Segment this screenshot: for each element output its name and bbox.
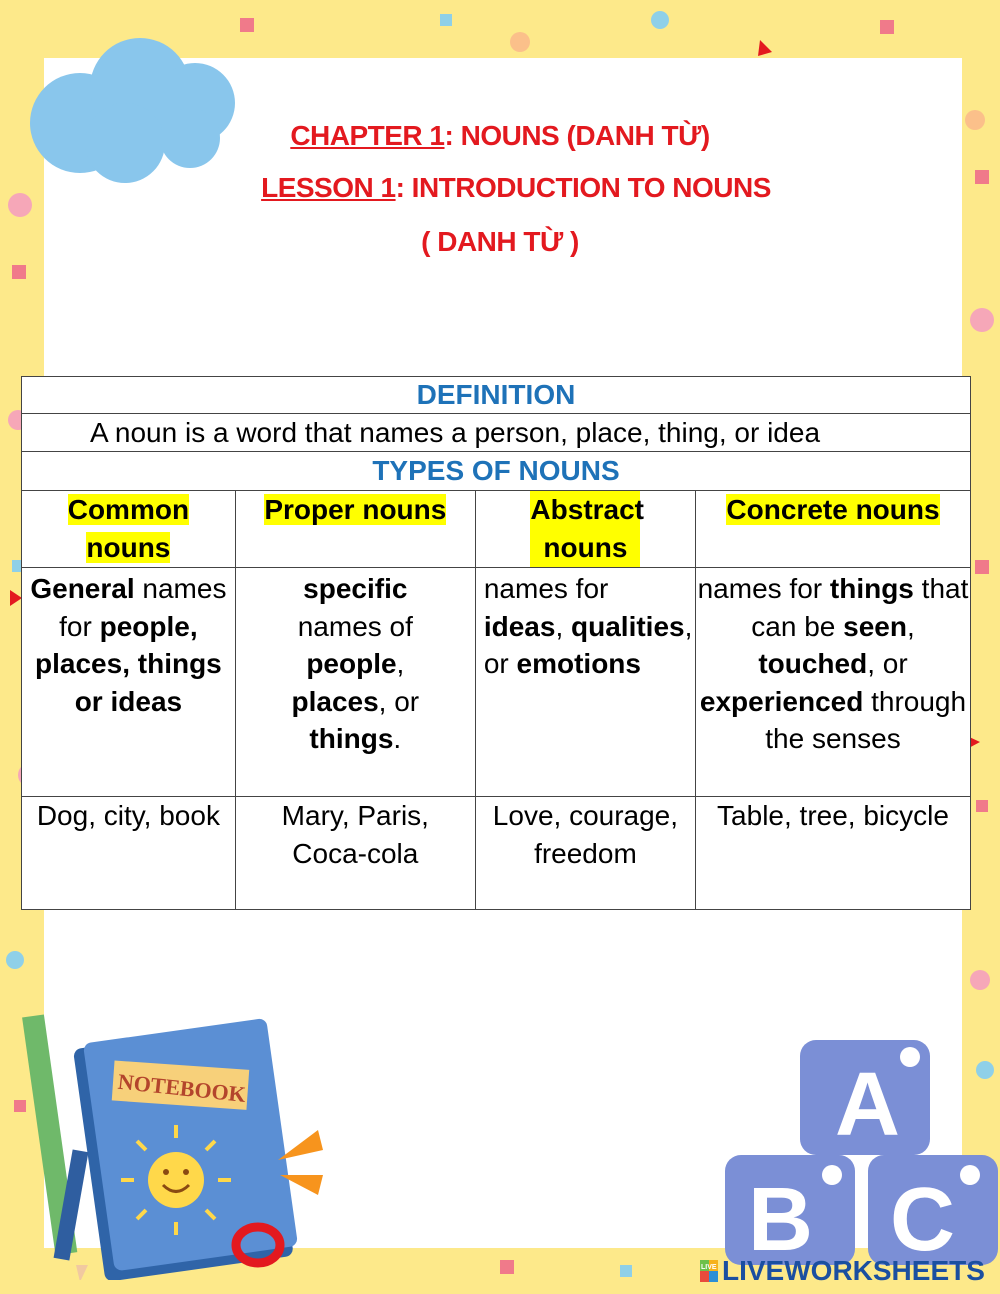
desc-text-run: .: [393, 723, 402, 754]
type-common: [22, 491, 236, 568]
desc-text-run: ,: [396, 648, 405, 679]
example-common: Dog, city, book: [22, 797, 236, 910]
cloud-icon: [20, 28, 260, 188]
desc-text-run: things: [309, 723, 394, 754]
desc-text-run: , or: [867, 648, 908, 679]
block-letter-a: A: [835, 1055, 900, 1155]
definition-heading: DEFINITION: [22, 377, 971, 414]
desc-text-run: names for: [59, 573, 227, 642]
desc-text-run: experienced: [699, 685, 864, 717]
desc-text-run: ideas: [483, 610, 556, 642]
lesson-title: [16, 172, 1000, 204]
desc-text-run: General: [30, 573, 135, 604]
liveworksheets-logo[interactable]: [700, 1255, 985, 1287]
desc-text-run: that can be: [751, 573, 969, 642]
desc-text-run: places: [291, 685, 379, 717]
brand-text: LIVEWORKSHEETS: [722, 1255, 985, 1286]
type-abstract: [475, 491, 695, 568]
lesson-prefix: LESSON 1: [261, 172, 396, 203]
chapter-prefix: CHAPTER 1: [290, 120, 445, 151]
lesson-subtitle: ( DANH TỪ ): [421, 226, 579, 257]
type-concrete: [696, 491, 971, 568]
desc-text-run: things: [829, 573, 914, 604]
lesson-rest: : INTRODUCTION TO NOUNS: [395, 172, 771, 203]
liveworksheets-icon-text: LIVE: [701, 1264, 717, 1271]
type-label: Common nouns: [67, 494, 190, 563]
block-letter-c: C: [890, 1170, 955, 1265]
notebook-label: NOTEBOOK: [116, 1068, 248, 1108]
abc-blocks-illustration: [720, 1035, 1000, 1265]
desc-text-run: , or: [483, 610, 693, 679]
desc-concrete: [696, 568, 971, 797]
desc-text-run: specific: [303, 573, 408, 604]
type-proper: [235, 491, 475, 568]
type-label: Proper nouns: [264, 494, 447, 525]
desc-text-run: touched: [758, 648, 868, 679]
example-proper: Mary, Paris, Coca-cola: [235, 797, 475, 910]
chapter-title: [0, 120, 1000, 152]
desc-text-run: ,: [906, 610, 915, 642]
definition-text: A noun is a word that names a person, place, thing, or idea: [22, 414, 971, 452]
desc-text-run: people, places, things or ideas: [35, 610, 222, 717]
desc-text-run: names of: [297, 610, 413, 642]
desc-text-run: names for: [483, 573, 609, 604]
desc-proper: [235, 568, 475, 797]
type-label: Abstract nouns: [530, 491, 640, 567]
chapter-rest: : NOUNS (DANH TỪ): [444, 120, 710, 151]
type-label: Concrete nouns: [726, 494, 940, 525]
desc-common: [22, 568, 236, 797]
desc-text-run: emotions: [516, 648, 641, 679]
desc-text-run: people: [306, 648, 397, 679]
desc-text-run: through the senses: [765, 685, 967, 754]
block-letter-b: B: [748, 1170, 813, 1265]
liveworksheets-icon: [700, 1260, 718, 1282]
example-concrete: Table, tree, bicycle: [696, 797, 971, 910]
example-abstract: Love, courage, freedom: [475, 797, 695, 910]
types-heading: TYPES OF NOUNS: [22, 452, 971, 491]
desc-text-run: qualities: [571, 610, 685, 642]
notebook-illustration: [18, 1010, 348, 1280]
nouns-table: [21, 376, 971, 910]
desc-text-run: ,: [555, 610, 572, 642]
desc-text-run: , or: [378, 685, 420, 717]
desc-text-run: seen: [843, 610, 907, 642]
desc-abstract: [475, 568, 695, 797]
desc-text-run: names for: [697, 573, 830, 604]
